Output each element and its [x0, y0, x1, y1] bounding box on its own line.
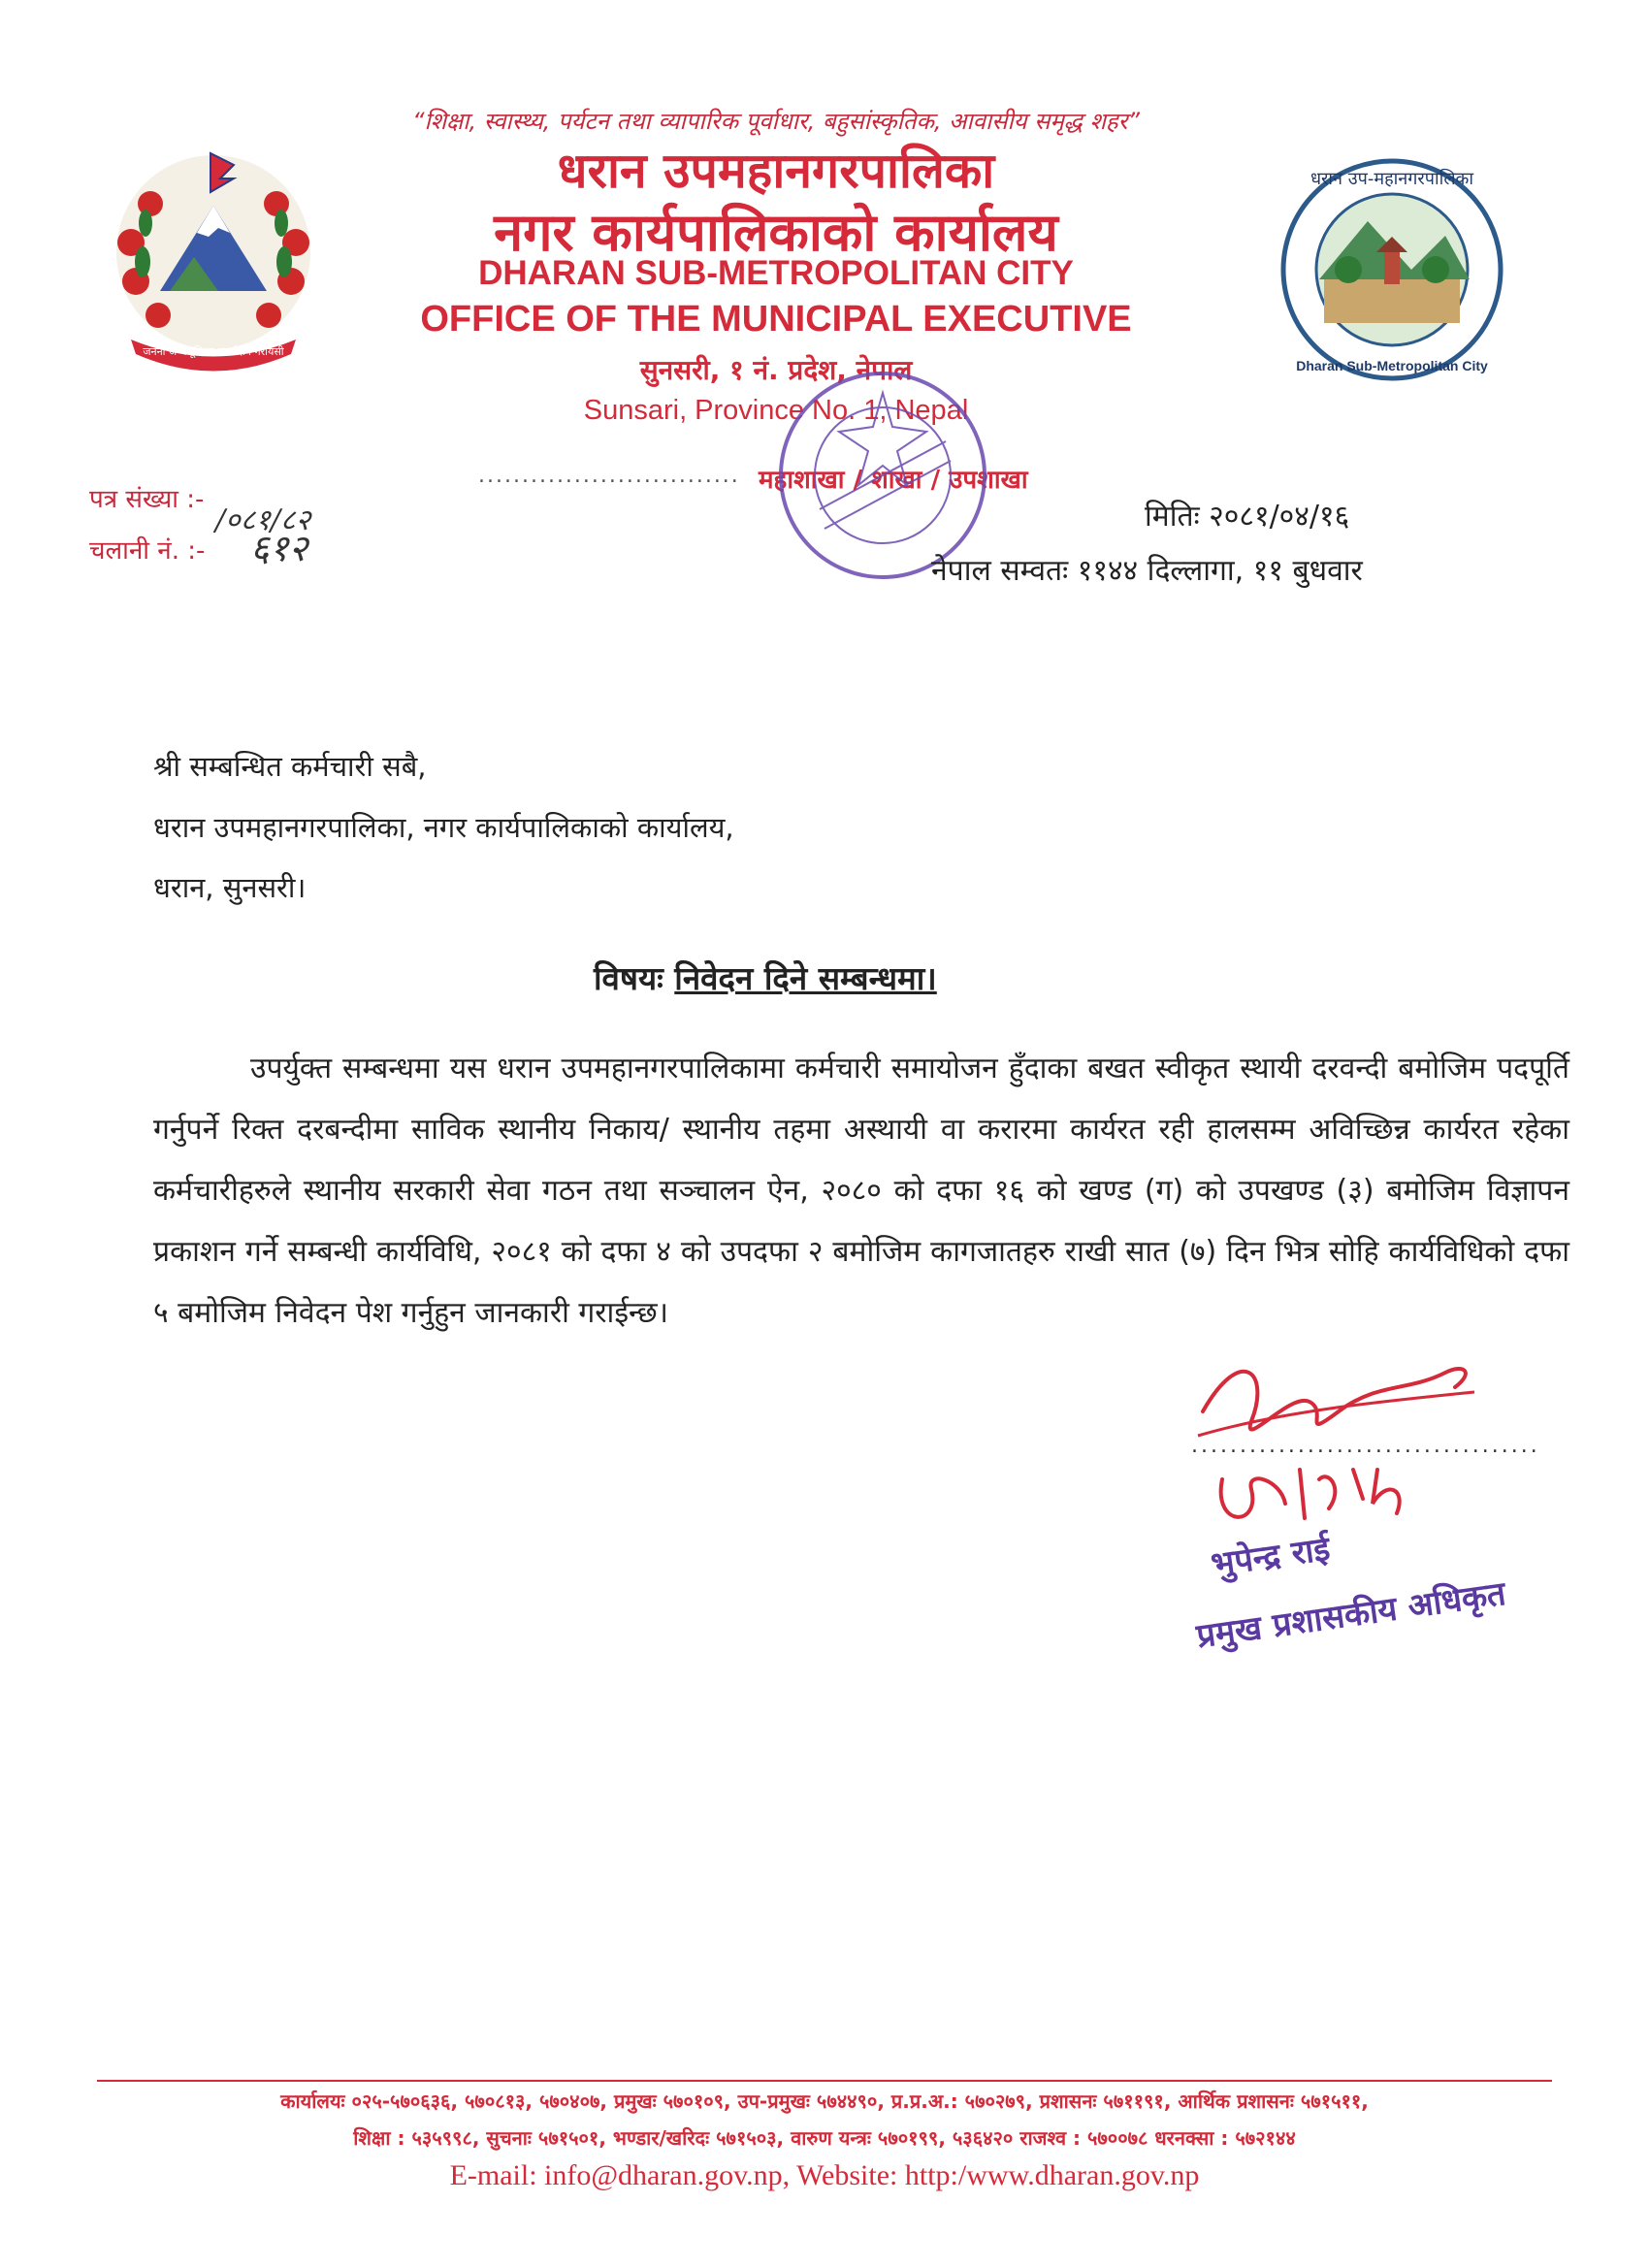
branch-label: महाशाखा / शाखा / उपशाखा: [759, 466, 1028, 495]
nepal-sambat-date: नेपाल सम्वतः ११४४ दिल्लागा, ११ बुधवार: [931, 554, 1363, 588]
recipient-line-1: श्री सम्बन्धित कर्मचारी सबै,: [153, 750, 427, 783]
subject-text: निवेदन दिने सम्बन्धमा।: [674, 959, 937, 997]
reference-number-value: /०८१/८२: [215, 503, 311, 537]
signature-dotted-line: ....................................: [1191, 1434, 1540, 1458]
municipality-name-english: DHARAN SUB-METROPOLITAN CITY: [478, 254, 1074, 292]
subject-label: विषयः: [594, 959, 663, 997]
address-english: Sunsari, Province No. 1, Nepal: [583, 395, 969, 426]
recipient-line-3: धरान, सुनसरी।: [153, 871, 307, 904]
address-nepali: सुनसरी, १ नं. प्रदेश, नेपाल: [639, 354, 913, 386]
footer-email-website: E-mail: info@dharan.gov.np, Website: http:/www.dharan.gov.np: [449, 2159, 1200, 2191]
letterhead-motto: “शिक्षा, स्वास्थ्य, पर्यटन तथा व्यापारिक पूर्वाधार, बहुसांस्कृतिक, आवासीय समृद्ध शहर”: [412, 108, 1140, 135]
dispatch-number-label: चलानी नं. :-: [89, 536, 206, 566]
footer-divider: [97, 2080, 1552, 2082]
branch-dotted-line: ..............................: [478, 464, 740, 488]
seal-top-text: धरान उप-महानगरपालिका: [1310, 169, 1474, 189]
dispatch-number-value: ६१२: [250, 527, 308, 569]
reference-number-label: पत्र संख्या :-: [89, 485, 205, 514]
nepal-emblem-icon: [92, 136, 335, 378]
body-paragraph: उपर्युक्त सम्बन्धमा यस धरान उपमहानगरपालिकामा कर्मचारी समायोजन हुँदाका बखत स्वीकृत स्थायी दरवन्दी बमोजिम पदपूर्ति गर्नुपर्ने रिक्त दरबन्दीमा साविक स्थानीय निकाय/ स्थानीय तहमा अस्थायी वा करारमा कार्यरत रही हालसम्म अविच्छिन्न कार्यरत रहेका कर्मचारीहरुले स्थानीय सरकारी सेवा गठन तथा सञ्चालन ऐन, २०८० को दफा १६ को खण्ड (ग) को उपखण्ड (३) बमोजिम विज्ञापन प्रकाशन गर्ने सम्बन्धी कार्यविधि, २०८१ को दफा ४ को उपदफा २ बमोजिम कागजातहरु राखी सात (७) दिन भित्र सोहि कार्यविधिको दफा ५ बमोजिम निवेदन पेश गर्नुहुन जानकारी गराईन्छ।: [153, 1052, 1569, 1330]
seal-bottom-text: Dharan Sub-Metropolitan City: [1296, 358, 1488, 373]
recipient-line-2: धरान उपमहानगरपालिका, नगर कार्यपालिकाको कार्यालय,: [153, 811, 734, 844]
office-name-nepali: नगर कार्यपालिकाको कार्यालय: [494, 202, 1058, 263]
subject-line: [594, 956, 937, 999]
letter-date: मितिः २०८१/०४/१६: [1145, 500, 1350, 534]
municipality-name-nepali: धरान उपमहानगरपालिका: [557, 143, 995, 199]
signer-title: प्रमुख प्रशासकीय अधिकृत: [1194, 1573, 1508, 1657]
signer-name: भुपेन्द्र राई: [1209, 1529, 1333, 1585]
municipal-seal-icon: [1276, 153, 1508, 386]
office-name-english: OFFICE OF THE MUNICIPAL EXECUTIVE: [420, 299, 1132, 340]
footer-phone-line-2: शिक्षा : ५३५९९८, सुचनाः ५७१५०१, भण्डार/खरिदः ५७१५०३, वारुण यन्त्रः ५७०१९९, ५३६४२० राजश्व : ५७००७८ धरनक्सा : ५७२१४४: [353, 2126, 1296, 2150]
svg-text:जननी जन्मभूमिश्च स्वर्गादपि गर: जननी जन्मभूमिश्च स्वर्गादपि गरीयसी: [143, 345, 284, 358]
footer-phone-line-1: कार्यालयः ०२५-५७०६३६, ५७०८१३, ५७०४०७, प्रमुखः ५७०१०९, उप-प्रमुखः ५७४४९०, प्र.प्र.अ.: ५७०२७९, प्रशासनः ५७११९१, आर्थिक प्रशासनः ५७१५११,: [280, 2090, 1369, 2113]
